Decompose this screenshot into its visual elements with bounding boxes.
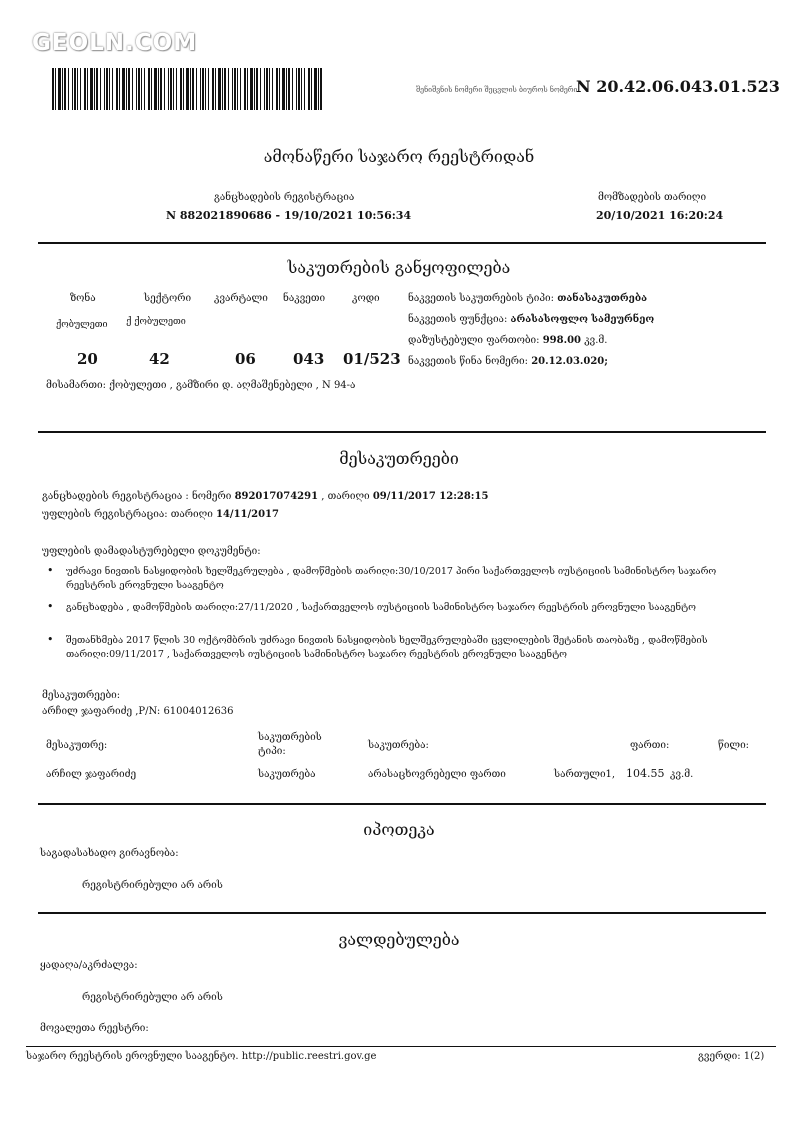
barcode-bar xyxy=(234,68,236,110)
mortgage-value: რეგისტრირებული არ არის xyxy=(82,880,223,891)
barcode-bar xyxy=(160,68,162,110)
parcel-area-unit: კვ.მ. xyxy=(584,335,608,346)
divider xyxy=(38,431,766,433)
table-cell-area: 104.55 xyxy=(626,767,665,780)
table-header-area: ფართი: xyxy=(630,740,670,751)
barcode-bar xyxy=(80,68,81,110)
right-registration-line xyxy=(42,509,279,520)
barcode-bar xyxy=(141,68,142,110)
barcode-bar xyxy=(318,68,319,110)
barcode-bar xyxy=(77,68,78,110)
barcode-bar xyxy=(170,68,172,110)
application-label: განცხადების რეგისტრაცია xyxy=(214,192,355,203)
owners-reg-date: 09/11/2017 12:28:15 xyxy=(372,491,489,502)
parcel-prev-label: ნაკვეთის წინა ნომერი: xyxy=(408,356,528,367)
parcel-ownership-label: ნაკვეთის საკუთრების ტიპი: xyxy=(408,293,555,304)
parcel-row-2 xyxy=(408,314,654,325)
document-item: განცხადება , დამოწმების თარიღი:27/11/2020 , საქართველოს იუსტიციის სამინისტრო საჯარო რეესტრის ეროვნული სააგენტო xyxy=(66,602,696,613)
right-reg-label: უფლების რეგისტრაცია: თარიღი xyxy=(42,509,213,520)
code-zone: 20 xyxy=(77,350,98,368)
barcode-bar xyxy=(244,68,246,110)
barcode-bar xyxy=(276,68,278,110)
barcode xyxy=(52,68,326,110)
barcode-bar xyxy=(144,68,145,110)
debtor-label: მოვალეთა რეესტრი: xyxy=(40,1023,149,1034)
bullet-icon: • xyxy=(47,564,54,577)
barcode-bar xyxy=(119,68,120,110)
divider xyxy=(38,803,766,805)
barcode-bar xyxy=(240,68,241,110)
barcode-bar xyxy=(90,68,93,110)
table-cell-area-unit: კვ.მ. xyxy=(670,769,694,780)
barcode-bar xyxy=(228,68,229,110)
barcode-bar xyxy=(55,68,56,110)
mortgage-section-title: იპოთეკა xyxy=(363,820,435,839)
table-header-owner: მესაკუთრე: xyxy=(46,740,108,751)
barcode-bar xyxy=(126,68,127,110)
barcode-bar xyxy=(311,68,312,110)
obligation-section-title: ვალდებულება xyxy=(338,930,460,949)
document-item: შეთანხმება 2017 წლის 30 ოქტომბრის უძრავი ნივთის ნასყიდობის ხელშეკრულებაში ცვლილების შეტანის თაობაზე , დამოწმების თარიღი:09/11/2017 , საქართველოს იუსტიციის სამინისტრო საჯარო რეესტრის ეროვნული სააგენტო xyxy=(66,635,708,660)
document-number: N 20.42.06.043.01.523 xyxy=(576,77,780,96)
barcode-bar xyxy=(74,68,76,110)
col-header-code: კოდი xyxy=(352,293,380,304)
parcel-area-value: 998.00 xyxy=(542,335,581,346)
barcode-bar xyxy=(190,68,191,110)
barcode-bar xyxy=(232,68,233,110)
barcode-bar xyxy=(314,68,317,110)
barcode-bar xyxy=(112,68,113,110)
header-small-label: შენიშვნის ნომერი შეცვლის ბიუროს ნომერი xyxy=(416,86,578,94)
barcode-bar xyxy=(260,68,261,110)
owners-section-title: მესაკუთრეები xyxy=(339,449,459,468)
table-header-ownership-type: საკუთრების ტიპი: xyxy=(258,732,322,757)
barcode-bar xyxy=(269,68,270,110)
barcode-bar xyxy=(132,68,133,110)
parcel-function-value: არასასოფლო სამეურნეო xyxy=(510,314,655,325)
barcode-bar xyxy=(96,68,98,110)
code-parcel: 043 xyxy=(293,350,325,368)
obligation-value: რეგისტრირებული არ არის xyxy=(82,992,223,1003)
watermark: GEOLN.COM xyxy=(32,30,198,56)
barcode-bar xyxy=(52,68,54,110)
barcode-bar xyxy=(282,68,285,110)
barcode-bar xyxy=(292,68,293,110)
col-header-quarter: კვარტალი xyxy=(214,293,268,304)
footer-rule xyxy=(26,1046,776,1047)
barcode-bar xyxy=(168,68,169,110)
barcode-bar xyxy=(173,68,174,110)
barcode-bar xyxy=(272,68,273,110)
barcode-bar xyxy=(298,68,300,110)
barcode-bar xyxy=(279,68,280,110)
barcode-bar xyxy=(320,68,322,110)
barcode-bar xyxy=(224,68,226,110)
barcode-bar xyxy=(68,68,69,110)
barcode-bar xyxy=(176,68,177,110)
right-reg-date: 14/11/2017 xyxy=(216,509,279,520)
table-header-share: წილი: xyxy=(718,740,750,751)
owner-line: არჩილ ჯაფარიძე ,P/N: 61004012636 xyxy=(42,706,234,717)
page-title: ამონაწერი საჯარო რეესტრიდან xyxy=(263,147,535,166)
parcel-prev-value: 20.12.03.020; xyxy=(531,356,608,367)
zone-name: ქობულეთი xyxy=(56,320,108,330)
table-cell-floor: სართული1, xyxy=(554,769,616,780)
barcode-bar xyxy=(64,68,66,110)
document-item: უძრავი ნივთის ნასყიდობის ხელშეკრულება , დამოწმების თარიღი:30/10/2017 პირი საქართველოს იუსტიციის სამინისტრო საჯარო რეესტრის ეროვნული სააგენტო xyxy=(66,566,717,591)
code-full: 01/523 xyxy=(343,350,401,368)
sector-name: ქ ქობულეთი xyxy=(126,317,186,327)
table-cell-ownership-type: საკუთრება xyxy=(258,769,316,780)
barcode-bar xyxy=(308,68,310,110)
owners-reg-date-label: , თარიღი xyxy=(321,491,370,502)
barcode-bar xyxy=(250,68,253,110)
table-header-property: საკუთრება: xyxy=(368,740,429,751)
barcode-bar xyxy=(109,68,110,110)
bullet-icon: • xyxy=(47,600,54,613)
barcode-bar xyxy=(148,68,150,110)
parcel-row-3 xyxy=(408,335,607,346)
barcode-bar xyxy=(186,68,189,110)
parcel-area-label: დაზუსტებული ფართობი: xyxy=(408,335,540,346)
barcode-bar xyxy=(256,68,258,110)
barcode-bar xyxy=(84,68,86,110)
table-cell-property: არასაცხოვრებელი ფართი xyxy=(368,769,506,780)
barcode-bar xyxy=(196,68,197,110)
owners-reg-number: 892017074291 xyxy=(234,491,319,502)
barcode-bar xyxy=(304,68,305,110)
barcode-bar xyxy=(138,68,140,110)
barcode-bar xyxy=(94,68,95,110)
barcode-bar xyxy=(164,68,165,110)
barcode-bar xyxy=(116,68,118,110)
barcode-bar xyxy=(128,68,130,110)
divider xyxy=(38,242,766,244)
divider xyxy=(38,912,766,914)
barcode-bar xyxy=(104,68,105,110)
parcel-row-4 xyxy=(408,356,608,367)
code-sector: 42 xyxy=(149,350,170,368)
barcode-bar xyxy=(205,68,206,110)
table-cell-owner: არჩილ ჯაფარიძე xyxy=(46,769,137,780)
barcode-bar xyxy=(158,68,159,110)
barcode-bar xyxy=(100,68,101,110)
barcode-bar xyxy=(180,68,182,110)
col-header-zone: ზონა xyxy=(70,293,96,304)
barcode-bar xyxy=(106,68,108,110)
barcode-bar xyxy=(247,68,248,110)
owners-registration-line xyxy=(42,491,488,502)
owners-reg-label: განცხადების რეგისტრაცია : ნომერი xyxy=(42,491,232,502)
barcode-bar xyxy=(222,68,223,110)
property-section-title: საკუთრების განყოფილება xyxy=(287,258,511,277)
barcode-bar xyxy=(237,68,238,110)
barcode-bar xyxy=(136,68,137,110)
parcel-ownership-value: თანასაკუთრება xyxy=(557,293,648,304)
documents-label: უფლების დამადასტურებელი დოკუმენტი: xyxy=(42,546,261,557)
barcode-bar xyxy=(192,68,194,110)
barcode-bar xyxy=(72,68,73,110)
barcode-bar xyxy=(215,68,216,110)
page-number: გვერდი: 1(2) xyxy=(698,1051,765,1062)
owners-label: მესაკუთრეები: xyxy=(42,690,121,701)
barcode-bar xyxy=(212,68,214,110)
mortgage-label: საგადასახადო გირავნობა: xyxy=(40,848,179,859)
barcode-bar xyxy=(87,68,88,110)
barcode-bar xyxy=(200,68,201,110)
barcode-bar xyxy=(202,68,204,110)
col-header-sector: სექტორი xyxy=(144,293,192,304)
barcode-bar xyxy=(254,68,255,110)
barcode-bar xyxy=(208,68,209,110)
barcode-bar xyxy=(266,68,268,110)
code-quarter: 06 xyxy=(235,350,256,368)
barcode-bar xyxy=(218,68,221,110)
barcode-bar xyxy=(151,68,152,110)
prepared-value: 20/10/2021 16:20:24 xyxy=(596,209,724,222)
barcode-bar xyxy=(183,68,184,110)
application-value: N 882021890686 - 19/10/2021 10:56:34 xyxy=(166,209,412,222)
col-header-parcel: ნაკვეთი xyxy=(283,293,326,304)
barcode-bar xyxy=(288,68,290,110)
barcode-bar xyxy=(122,68,125,110)
obligation-label: ყადაღა/აკრძალვა: xyxy=(40,960,138,971)
barcode-bar xyxy=(301,68,302,110)
footer-text: საჯარო რეესტრის ეროვნული სააგენტო. http://public.reestri.gov.ge xyxy=(26,1051,377,1062)
barcode-bar xyxy=(286,68,287,110)
barcode-bar xyxy=(62,68,63,110)
address: მისამართი: ქობულეთი , გამზირი დ. აღმაშენებელი , N 94-ა xyxy=(46,380,356,391)
prepared-label: მომზადების თარიღი xyxy=(598,192,707,203)
parcel-function-label: ნაკვეთის ფუნქცია: xyxy=(408,314,508,325)
parcel-row-1 xyxy=(408,293,647,304)
bullet-icon: • xyxy=(47,633,54,646)
barcode-bar xyxy=(154,68,157,110)
barcode-bar xyxy=(264,68,265,110)
barcode-bar xyxy=(58,68,61,110)
barcode-bar xyxy=(296,68,297,110)
